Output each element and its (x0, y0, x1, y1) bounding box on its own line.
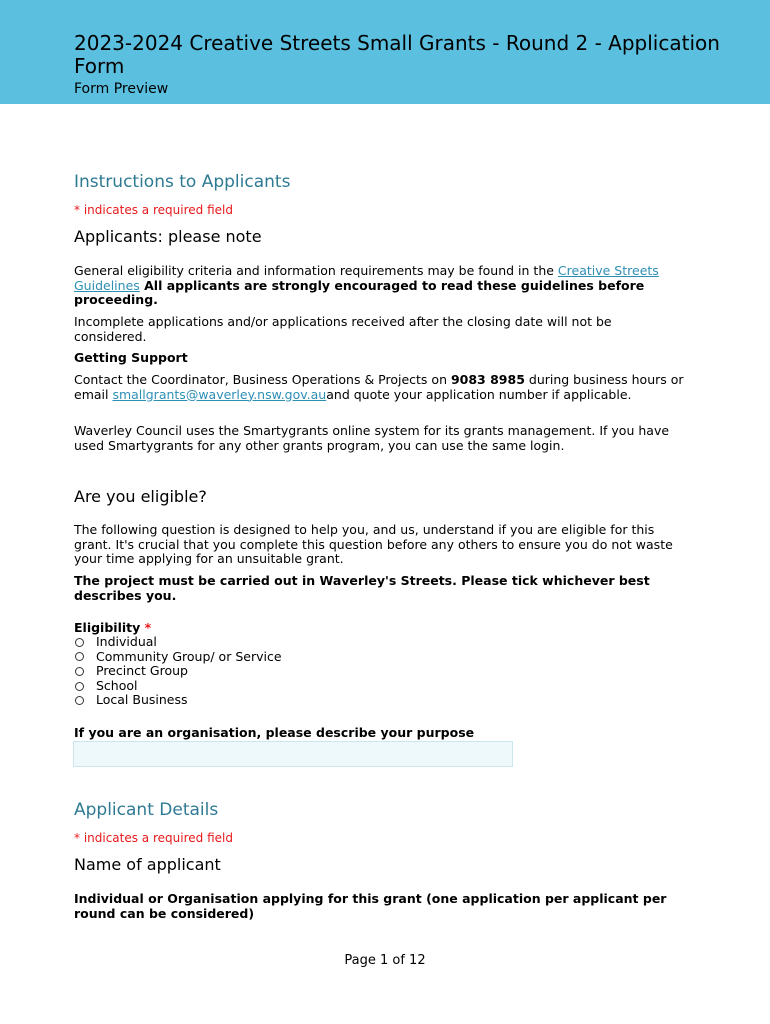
page-number: Page 1 of 12 (344, 953, 426, 968)
applicants-note-heading: Applicants: please note (74, 227, 262, 246)
radio-label: Precinct Group (96, 663, 188, 679)
required-field-note-2: * indicates a required field (74, 831, 233, 845)
purpose-label: If you are an organisation, please describe your purpose (74, 725, 475, 740)
radio-button[interactable] (75, 682, 84, 691)
name-of-applicant-description: Individual or Organisation applying for this grant (one application per applicant per round can be considered) (74, 891, 667, 921)
guidelines-link[interactable]: Creative Streets Guidelines (74, 263, 659, 293)
eligible-instruction: The project must be carried out in Waverley's Streets. Please tick whichever best describes you. (74, 573, 650, 603)
radio-option-local-business[interactable] (74, 693, 282, 708)
support-email-link[interactable]: smallgrants@waverley.nsw.gov.au (112, 386, 327, 402)
eligibility-label-text: Eligibility (74, 620, 141, 635)
radio-button[interactable] (75, 667, 84, 676)
guidelines-text: General eligibility criteria and information requirements may be found in the (74, 263, 558, 278)
required-field-note: * indicates a required field (74, 203, 233, 217)
radio-option-individual[interactable] (74, 635, 282, 650)
radio-button[interactable] (75, 638, 84, 647)
radio-button[interactable] (75, 696, 84, 705)
form-header (0, 0, 770, 104)
radio-option-community-group[interactable] (74, 650, 282, 665)
radio-label: School (96, 677, 138, 693)
support-phone: 9083 8985 (450, 372, 525, 387)
section-title-applicant-details: Applicant Details (74, 800, 219, 820)
form-subtitle: Form Preview (74, 81, 169, 97)
required-star: * (144, 620, 152, 635)
eligibility-options (74, 635, 282, 708)
name-of-applicant-heading: Name of applicant (74, 855, 221, 874)
incomplete-notice: Incomplete applications and/or applications received after the closing date will not be considered. (74, 314, 612, 344)
smartygrants-paragraph: Waverley Council uses the Smartygrants online system for its grants management. If you have used Smartygrants for any other grants program, you can use the same login. (74, 423, 670, 453)
section-title-instructions: Instructions to Applicants (74, 172, 291, 192)
guidelines-paragraph (74, 264, 684, 308)
radio-option-school[interactable] (74, 679, 282, 694)
radio-label: Individual (96, 634, 157, 649)
form-title: 2023-2024 Creative Streets Small Grants - Round 2 - Application Form (74, 31, 720, 78)
support-text: Contact the Coordinator, Business Operations & Projects on (74, 372, 451, 387)
support-paragraph (74, 373, 684, 402)
eligible-heading: Are you eligible? (74, 487, 207, 506)
guidelines-emphasis: All applicants are strongly encouraged to read these guidelines before proceeding. (74, 277, 645, 308)
support-text-3: and quote your application number if applicable. (326, 386, 632, 402)
purpose-input[interactable] (73, 741, 513, 767)
support-heading: Getting Support (74, 350, 188, 365)
eligible-intro: The following question is designed to help you, and us, understand if you are eligible for this grant. It's crucial that you complete this question before any others to ensure you do not waste your time applying for an unsuitable grant. (74, 522, 673, 567)
radio-label: Community Group/ or Service (96, 648, 282, 664)
radio-option-precinct-group[interactable] (74, 664, 282, 679)
radio-label: Local Business (96, 692, 188, 708)
radio-button[interactable] (75, 652, 84, 661)
support-text-2: during business hours or email (74, 372, 684, 402)
eligibility-label (74, 621, 684, 636)
